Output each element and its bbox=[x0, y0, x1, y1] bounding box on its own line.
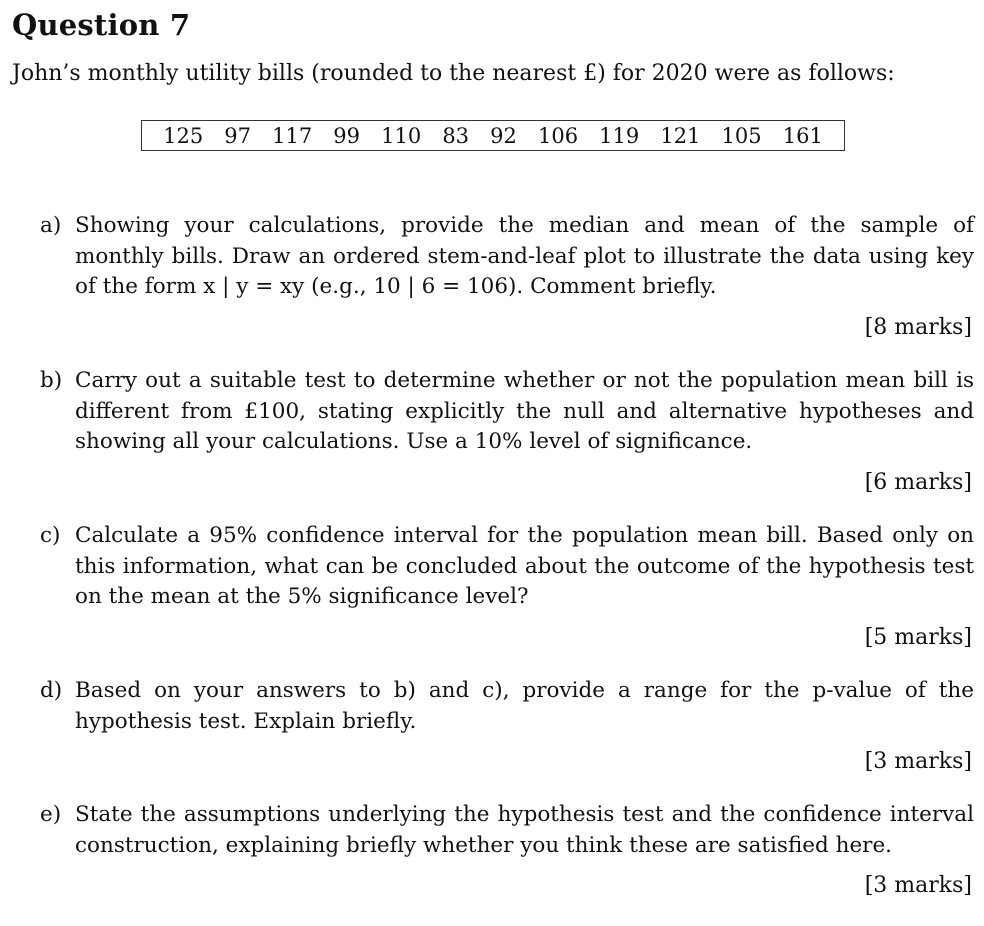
question-title: Question 7 bbox=[12, 8, 191, 42]
part-e-marks: [3 marks] bbox=[864, 873, 972, 898]
part-a bbox=[40, 211, 974, 303]
intro-text: John’s monthly utility bills (rounded to the nearest £) for 2020 were as follows: bbox=[12, 61, 895, 86]
part-b bbox=[40, 366, 974, 458]
part-c-text: Calculate a 95% confidence interval for the population mean bill. Based only on this information, what can be concluded about the outcome of the hypothesis test on the mean at the 5% significance level? bbox=[75, 523, 974, 609]
bill-value: 125 bbox=[163, 123, 204, 148]
part-c bbox=[40, 521, 974, 613]
bill-value: 119 bbox=[599, 123, 640, 148]
bills-data-box bbox=[141, 120, 845, 151]
part-d bbox=[40, 676, 974, 737]
bill-value: 99 bbox=[333, 123, 361, 148]
part-e bbox=[40, 800, 974, 861]
part-c-label: c) bbox=[40, 523, 61, 548]
part-e-label: e) bbox=[40, 802, 62, 827]
bill-value: 121 bbox=[660, 123, 701, 148]
part-a-text: Showing your calculations, provide the median and mean of the sample of monthly bills. Draw an ordered stem-and-leaf plot to illustrate the data using key of the form x | y = xy (e.g., 10 | 6 = 106). Comment briefly. bbox=[75, 213, 974, 299]
part-b-text: Carry out a suitable test to determine whether or not the population mean bill is different from £100, stating explicitly the null and alternative hypotheses and showing all your calculations. Use a 10% level of significance. bbox=[75, 368, 974, 454]
bill-value: 105 bbox=[721, 123, 762, 148]
part-d-label: d) bbox=[40, 678, 63, 703]
part-c-marks: [5 marks] bbox=[864, 625, 972, 650]
part-b-marks: [6 marks] bbox=[864, 470, 972, 495]
bill-value: 106 bbox=[537, 123, 579, 148]
bill-value: 97 bbox=[224, 123, 252, 148]
bill-value: 92 bbox=[490, 123, 517, 148]
part-a-label: a) bbox=[40, 213, 62, 238]
bill-value: 110 bbox=[381, 123, 422, 148]
part-a-marks: [8 marks] bbox=[864, 315, 972, 340]
bill-value: 83 bbox=[442, 123, 470, 148]
bill-value: 117 bbox=[272, 123, 313, 148]
bill-value: 161 bbox=[782, 123, 823, 148]
part-b-label: b) bbox=[40, 368, 63, 393]
part-d-text: Based on your answers to b) and c), provide a range for the p-value of the hypothesis test. Explain briefly. bbox=[75, 678, 974, 734]
part-e-text: State the assumptions underlying the hypothesis test and the confidence interval construction, explaining briefly whether you think these are satisfied here. bbox=[75, 802, 974, 858]
part-d-marks: [3 marks] bbox=[864, 749, 972, 774]
